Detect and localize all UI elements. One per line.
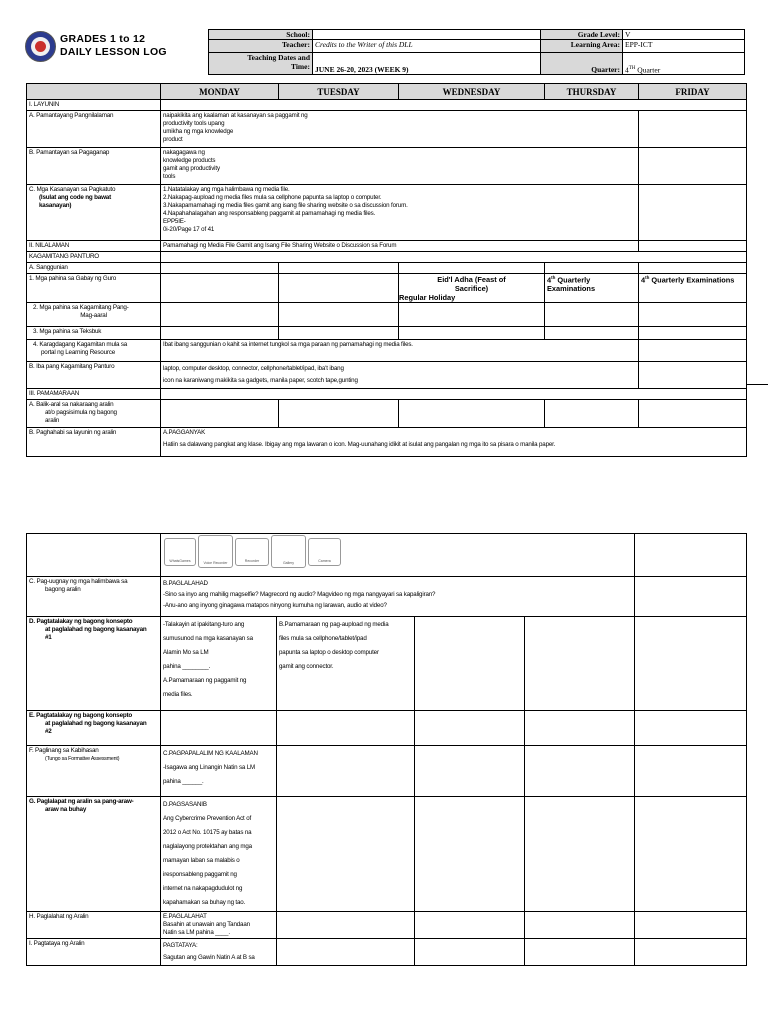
pagtataya-mon: PAGTATAYA: Sagutan ang Gawin Natin A at B sa bbox=[161, 939, 277, 966]
paglinang-thu bbox=[525, 746, 635, 797]
day-header-thursday: THURSDAY bbox=[545, 84, 639, 100]
balik-aral-mon bbox=[161, 400, 279, 428]
voice-recorder-icon: Voice Recorder bbox=[198, 535, 233, 568]
gabay-guro-label: 1. Mga pahina sa Gabay ng Guro bbox=[27, 274, 161, 303]
corner-cell bbox=[27, 84, 161, 100]
pagganyak-cell: A.PAGGANYAK Hatiin sa dalawang pangkat ang klase. Ibigay ang mga lawaran o icon. Mag-uunahang idikit at isulat ang pangalan ng mga ito sa pisara o manila paper. bbox=[161, 428, 747, 457]
gallery-icon: Gallery bbox=[271, 535, 306, 568]
nilalaman-label: II. NILALAMAN bbox=[27, 241, 161, 252]
pamantayang-pangnilalaman-text: naipakikita ang kaalaman at kasanayan sa paggamit ng productivity tools upang umikha ng mga knowledge product bbox=[161, 111, 639, 148]
gabay-guro-mon bbox=[161, 274, 279, 303]
kasanayan-pagkatuto-label: C. Mga Kasanayan sa Pagkatuto (Isulat ang code ng bawat kasanayan) bbox=[27, 185, 161, 241]
pamamaraan-row bbox=[161, 389, 747, 400]
paglalapat-thu bbox=[525, 797, 635, 912]
pagtatalakay-2-thu bbox=[525, 711, 635, 746]
stray-rule-line bbox=[746, 384, 768, 385]
app-icons-cell bbox=[161, 534, 635, 577]
pagtatalakay-2-fri bbox=[635, 711, 747, 746]
sanggunian-thu bbox=[545, 263, 639, 274]
pamantayang-pangnilalaman-label: A. Pamantayang Pangnilalaman bbox=[27, 111, 161, 148]
pagtatalakay-1-wed bbox=[415, 617, 525, 711]
day-header-friday: FRIDAY bbox=[639, 84, 747, 100]
pagtatalakay-1-thu bbox=[525, 617, 635, 711]
exam-friday: 4th Quarterly Examinations bbox=[639, 274, 747, 303]
teacher-value[interactable]: Credits to the Writer of this DLL bbox=[313, 40, 541, 53]
learning-area-value[interactable]: EPP-ICT bbox=[623, 40, 745, 53]
paglalahat-tue bbox=[277, 912, 415, 939]
teksbuk-mon bbox=[161, 327, 279, 340]
kagamitang-mag-aaral-tue bbox=[279, 303, 399, 327]
kagamitang-panturo-row bbox=[161, 252, 747, 263]
pagtatalakay-2-wed bbox=[415, 711, 525, 746]
teksbuk-fri bbox=[639, 327, 747, 340]
pagtatalakay-2-mon bbox=[161, 711, 277, 746]
layunin-label: I. LAYUNIN bbox=[27, 100, 161, 111]
day-header-monday: MONDAY bbox=[161, 84, 279, 100]
sanggunian-fri bbox=[639, 263, 747, 274]
form-title-grades: GRADES 1 to 12 bbox=[60, 33, 146, 45]
grade-level-value[interactable]: V bbox=[623, 30, 745, 40]
paglalahat-mon: E.PAGLALAHAT Basahin at unawain ang Tandaan Natin sa LM pahina ____. bbox=[161, 912, 277, 939]
school-label: School: bbox=[209, 30, 313, 40]
teaching-dates-label: Teaching Dates and Time: bbox=[209, 53, 313, 75]
holiday-note: Eid'l Adha (Feast of Sacrifice) Regular Holiday bbox=[399, 274, 545, 303]
teksbuk-wed bbox=[399, 327, 545, 340]
recorder-icon: Recorder bbox=[235, 538, 269, 566]
kagamitang-panturo-label: KAGAMITANG PANTURO bbox=[27, 252, 161, 263]
paglalapat-fri bbox=[635, 797, 747, 912]
form-title-dll: DAILY LESSON LOG bbox=[60, 46, 167, 58]
teksbuk-tue bbox=[279, 327, 399, 340]
paglalapat-tue bbox=[277, 797, 415, 912]
quarter-label: Quarter: bbox=[541, 53, 623, 75]
kagamitang-mag-aaral-mon bbox=[161, 303, 279, 327]
teacher-label: Teacher: bbox=[209, 40, 313, 53]
gabay-guro-tue bbox=[279, 274, 399, 303]
iba-kagamitan-label: B. Iba pang Kagamitang Panturo bbox=[27, 362, 161, 389]
kagamitang-mag-aaral-wed bbox=[399, 303, 545, 327]
pagtataya-tue bbox=[277, 939, 415, 966]
balik-aral-tue bbox=[279, 400, 399, 428]
pagtataya-label: I. Pagtataya ng Aralin bbox=[27, 939, 161, 966]
paglinang-label: F. Paglinang sa Kabihasan (Tungo sa Formative Assessment) bbox=[27, 746, 161, 797]
paglalahat-wed bbox=[415, 912, 525, 939]
pagtataya-fri bbox=[635, 939, 747, 966]
paglalapat-mon: D.PAGSASANIB Ang Cybercrime Prevention Act of 2012 o Act No. 10175 ay batas na naglalayong protektahan ang mga mamayan laban sa malabis o iresponsableng paggamit ng internet na nakapagdudulot ng kapahamakan sa buhay ng tao. bbox=[161, 797, 277, 912]
camera-icon: Camera bbox=[308, 538, 341, 566]
pamantayan-pagaganap-label: B. Pamantayan sa Pagaganap bbox=[27, 148, 161, 185]
teksbuk-label: 3. Mga pahina sa Teksbuk bbox=[27, 327, 161, 340]
learning-resource-text: Ibat ibang sanggunian o kahit sa internet tungkol sa mga paraan ng pamamahagi ng media files. bbox=[161, 340, 639, 362]
pagtataya-thu bbox=[525, 939, 635, 966]
teksbuk-thu bbox=[545, 327, 639, 340]
day-header-tuesday: TUESDAY bbox=[279, 84, 399, 100]
balik-aral-thu bbox=[545, 400, 639, 428]
nilalaman-text: Pamamahagi ng Media File Gamit ang Isang File Sharing Website o Discussion sa Forum bbox=[161, 241, 639, 252]
balik-aral-label: A. Balik-aral sa nakaraang aralin at/o pagsisimula ng bagong aralin bbox=[27, 400, 161, 428]
pamamaraan-label: III. PAMAMARAAN bbox=[27, 389, 161, 400]
lesson-log-table-page1 bbox=[26, 83, 747, 457]
grade-level-label: Grade Level: bbox=[541, 30, 623, 40]
nilalaman-friday bbox=[639, 241, 747, 252]
day-header-wednesday: WEDNESDAY bbox=[399, 84, 545, 100]
paglalapat-label: G. Paglalapat ng aralin sa pang-araw- araw na buhay bbox=[27, 797, 161, 912]
paglalahad-cell: B.PAGLALAHAD -Sino sa inyo ang mahilig magselfie? Magrecord ng audio? Magvideo ng mga nangyayari sa kapaligiran? -Anu-ano ang inyong ginagawa matapos ninyong kumuha ng larawan, audio at video? bbox=[161, 577, 635, 617]
pamantayang-pangnilalaman-friday bbox=[639, 111, 747, 148]
app-icons-friday bbox=[635, 534, 747, 577]
paghahabi-label: B. Paghahabi sa layunin ng aralin bbox=[27, 428, 161, 457]
paglalahat-fri bbox=[635, 912, 747, 939]
lesson-log-table-page2 bbox=[26, 533, 747, 966]
learning-area-label: Learning Area: bbox=[541, 40, 623, 53]
quarter-value[interactable]: 4TH Quarter bbox=[623, 53, 745, 75]
balik-aral-wed bbox=[399, 400, 545, 428]
header-info-table bbox=[208, 29, 745, 75]
balik-aral-fri bbox=[639, 400, 747, 428]
teaching-dates-value[interactable]: JUNE 26-20, 2023 (WEEK 9) bbox=[313, 53, 541, 75]
paglalahat-thu bbox=[525, 912, 635, 939]
learning-resource-label: 4. Karagdagang Kagamitan mula sa portal ng Learning Resource bbox=[27, 340, 161, 362]
sanggunian-wed bbox=[399, 263, 545, 274]
sanggunian-label: A. Sanggunian bbox=[27, 263, 161, 274]
paglinang-mon: C.PAGPAPALALIM NG KAALAMAN -Isagawa ang Linangin Natin sa LM pahina ______. bbox=[161, 746, 277, 797]
kagamitang-mag-aaral-label: 2. Mga pahina sa Kagamitang Pang- Mag-aaral bbox=[27, 303, 161, 327]
pagtatalakay-1-tue: B.Pamamaraan ng pag-aupload ng media files mula sa cellphone/tablet/ipad papunta sa laptop o desktop computer gamit ang connector. bbox=[277, 617, 415, 711]
kasanayan-pagkatuto-text: 1.Natatalakay ang mga halimbawa ng media file. 2.Nakapag-aupload ng media files mula sa cellphone papunta sa laptop o computer. 3.Nakapamamahagi ng media files gamit ang isang file sharing website o sa discussion forum. 4.Napahahalagahan ang responsableng paggamit at pamamahagi ng media files. EPP5IE- 0i-20/Page 17 of 41 bbox=[161, 185, 639, 241]
sanggunian-tue bbox=[279, 263, 399, 274]
layunin-row bbox=[161, 100, 747, 111]
paglalahat-label: H. Paglalahat ng Aralin bbox=[27, 912, 161, 939]
pag-uugnay-friday bbox=[635, 577, 747, 617]
pagtataya-wed bbox=[415, 939, 525, 966]
school-value[interactable] bbox=[313, 30, 541, 40]
pamantayan-pagaganap-text: nakagagawa ng knowledge products gamit ang productivity tools bbox=[161, 148, 639, 185]
kagamitang-mag-aaral-thu bbox=[545, 303, 639, 327]
iba-kagamitan-friday bbox=[639, 362, 747, 389]
deped-seal-logo bbox=[25, 31, 56, 62]
kasanayan-pagkatuto-friday bbox=[639, 185, 747, 241]
pagtatalakay-1-fri bbox=[635, 617, 747, 711]
pagtatalakay-1-mon: -Talakayin at ipakitang-turo ang sumusunod na mga kasanayan sa Alamin Mo sa LM pahina ________. A.Pamamaraan ng paggamit ng media files. bbox=[161, 617, 277, 711]
paglinang-wed bbox=[415, 746, 525, 797]
pamantayan-pagaganap-friday bbox=[639, 148, 747, 185]
pagtatalakay-1-label: D. Pagtatalakay ng bagong konsepto at paglalahad ng bagong kasanayan #1 bbox=[27, 617, 161, 711]
paglinang-tue bbox=[277, 746, 415, 797]
pagtatalakay-2-tue bbox=[277, 711, 415, 746]
exam-thursday: 4th Quarterly Examinations bbox=[545, 274, 639, 303]
sanggunian-mon bbox=[161, 263, 279, 274]
iba-kagamitan-text: laptop, computer desktop, connector, cellphone/tablet/ipad, iba't ibang icon na karaniwang makikita sa gadgets, manila paper, scotch tape,gunting bbox=[161, 362, 639, 389]
pagtatalakay-2-label: E. Pagtatalakay ng bagong konsepto at paglalahad ng bagong kasanayan #2 bbox=[27, 711, 161, 746]
page2-corner-cell bbox=[27, 534, 161, 577]
paglinang-fri bbox=[635, 746, 747, 797]
whatsgames-icon: WhatsGames bbox=[164, 538, 196, 566]
learning-resource-friday bbox=[639, 340, 747, 362]
kagamitang-mag-aaral-fri bbox=[639, 303, 747, 327]
pag-uugnay-label: C. Pag-uugnay ng mga halimbawa sa bagong aralin bbox=[27, 577, 161, 617]
paglalapat-wed bbox=[415, 797, 525, 912]
